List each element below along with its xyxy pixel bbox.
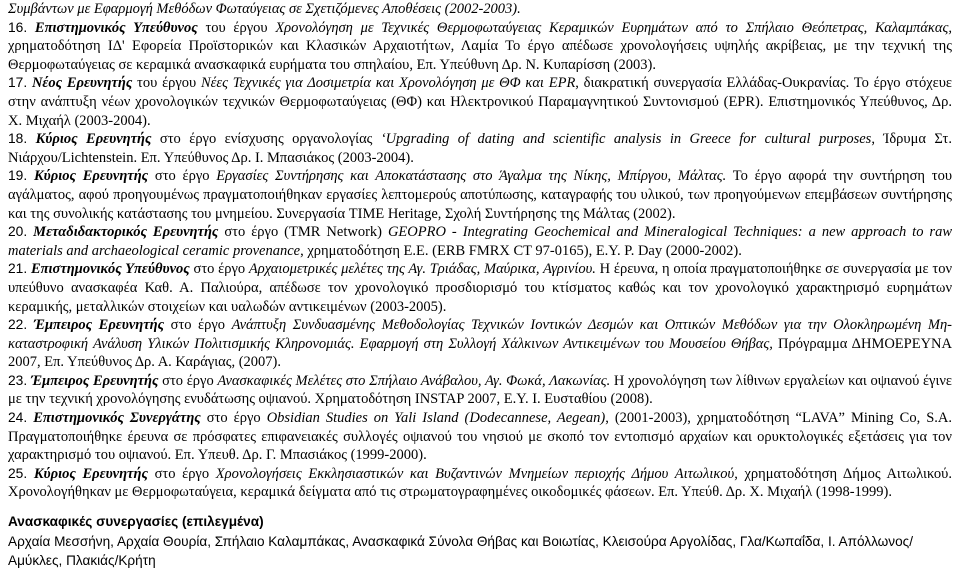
entry-rest: χρηματοδότηση ΙΔ' Εφορεία Προϊστορικών και Κλασικών Αρχαιοτήτων, Λαμία Το έργο απέδωσε χρονολογήσεις υψηλής ακρίβειας, με την τεχνική της Θερμοφωταύγειας σε κεραμικά ανασκαφικά ευρήματα του σπηλαίου, Επ. Υπεύθυνη Δρ. Ν. Κυπαρίσση (2003). [8, 38, 952, 73]
entry-title: Ανασκαφικές Μελέτες στο Σπήλαιο Ανάβαλου, Αγ. Φωκά, Λακωνίας. [217, 372, 611, 389]
entry-pre: στο έργο [164, 317, 232, 334]
entry-title: Εργασίες Συντήρησης και Αποκατάστασης στο Άγαλμα της Νίκης, Μπίργου, Μάλτας. [216, 168, 727, 185]
project-entry [8, 19, 952, 75]
entry-number: 19. [8, 168, 28, 184]
project-entry [8, 372, 952, 409]
entry-rest: Πρόγραμμα ΔΗΜΟΕΡΕΥΝΑ 2007, Επ. Υπεύθυνος Δρ. Α. Καράγιας, (2007). [8, 335, 953, 371]
entry-role: Επιστημονικός Υπεύθυνος [30, 261, 190, 278]
project-list [8, 19, 952, 502]
entry-number: 16. [8, 19, 28, 35]
entry-role: Νέος Ερευνητής [31, 75, 133, 92]
entry-number: 24. [8, 410, 28, 426]
project-entry [8, 409, 952, 465]
entry-pre: στο έργο ενίσχυσης οργανολογίας [151, 131, 381, 148]
entry-rest: , χρηματοδότηση Δήμος Αιτωλικού. Χρονολογήθηκαν με Θερμοφωταύγεια, κεραμικά δείγματα από τις στρωματογραφημένες οικοδομικές φάσεων. Επ. Υπεύθ. Δρ. Χ. Μιχαήλ (1998-1999). [8, 465, 952, 501]
entry-role: Κύριος Ερευνητής [33, 168, 149, 185]
entry-title: GEOPRO - Integrating Geochemical and Mineralogical Techniques: a new approach to raw materials and archaeological ceramic provenance [8, 224, 952, 259]
intro-line: Συμβάντων με Εφαρμογή Μεθόδων Φωταύγειας σε Σχετιζόμενες Αποθέσεις (2002-2003). [8, 1, 521, 17]
entry-role: Επιστημονικός Συνεργάτης [33, 410, 201, 427]
entry-role: Επιστημονικός Υπεύθυνος [34, 19, 198, 36]
project-entry [8, 316, 952, 372]
project-entry [8, 167, 952, 223]
entry-number: 17. [8, 75, 28, 91]
entry-title: Νέες Τεχνικές για Δοσιμετρία και Χρονολόγηση με ΘΦ και EPR [201, 75, 576, 92]
entry-number: 23. [8, 372, 28, 388]
entry-rest: Η έρευνα, η οποία πραγματοποιήθηκε σε συνεργασία με τον υπεύθυνο ανασκαφέα Καθ. Α. Παλιούρα, απέδωσε τον χρονολογικό προσδιορισμό του κτίσματος καθώς και τον χρονολογικό χαρακτηρισμό ευρημάτων κεραμικής, μεταλλικών στοιχείων και υαλωδών αντικειμένων (2003-2005). [8, 261, 952, 315]
entry-pre: στο έργο [189, 261, 249, 278]
entry-rest: , χρηματοδότηση Ε.Ε. (ERB FMRX CT 97-0165), Ε.Υ. Ρ. Day (2000-2002). [300, 242, 742, 259]
entry-pre: στο έργο [148, 168, 217, 185]
entry-number: 18. [8, 131, 28, 147]
entry-role: Κύριος Ερευνητής [35, 131, 152, 148]
project-entry [8, 465, 952, 502]
entry-number: 22. [8, 317, 28, 333]
entry-number: 21. [8, 261, 28, 277]
entry-title: Αρχαιομετρικές μελέτες της Αγ. Τριάδας, Μαύρικα, Αγρινίου. [248, 261, 596, 278]
entry-title: ‘Upgrading of dating and scientific analysis in Greece for cultural purposes [380, 131, 872, 148]
entry-role: Μεταδιδακτορικός Ερευνητής [33, 224, 219, 241]
entry-pre: στο έργο [158, 372, 218, 389]
entry-number: 25. [8, 465, 28, 481]
entry-pre: στο έργο [200, 410, 267, 427]
entry-title: Obsidian Studies on Yali Island (Dodecannese, Aegean) [266, 410, 606, 427]
entry-pre: του έργου [132, 75, 201, 92]
entry-title: Ανάπτυξη Συνδυασμένης Μεθοδολογίας Τεχνικών Ιοντικών Δεσμών και Οπτικών Μεθόδων για την Ολοκληρωμένη Μη-καταστροφική Ανάλυση Υλικών Πολιτισμικής Κληρονομιάς. Εφαρμογή στη Συλλογή Χάλκινων Αντικειμένων του Μουσείου Θήβας, [8, 317, 952, 352]
entry-role: Έμπειρος Ερευνητής [30, 372, 159, 389]
entry-role: Κύριος Ερευνητής [33, 465, 148, 482]
collab-heading: Ανασκαφικές συνεργασίες (επιλεγμένα) [8, 514, 264, 530]
entry-title: Χρονολογήσεις Εκκλησιαστικών και Βυζαντινών Μνημείων περιοχής Δήμου Αιτωλικού [215, 465, 735, 482]
entry-rest: Η χρονολόγηση των λίθινων εργαλείων και οψιανού έγινε με την τεχνική χρονολόγησης ενυδάτωσης οψιανού. Χρηματοδότηση INSTAP 2007, Ε.Υ. Ι. Ευσταθίου (2008). [8, 372, 952, 408]
project-entry [8, 130, 952, 167]
entry-number: 20. [8, 224, 28, 240]
entry-rest: Το έργο αφορά την συντήρηση του αγάλματος, αφού προηγουμένως πραγματοποιήθηκαν εργασίες λεπτομερούς αποτύπωσης, καταγραφής του υλικού, των προηγούμενων επεμβάσεων συντήρησης και της συνολικής κατάστασης του μνημείου. Συνεργασία TIME Heritage, Σχολή Συντήρησης της Μάλτας (2002). [8, 168, 953, 222]
entry-rest: , (2001-2003), χρηματοδότηση “LAVA” Mining Co, S.A. Πραγματοποιήθηκε έρευνα σε πρόσφατες επιφανειακές συλλογές οψιανού του νησιού με σκοπό τον εντοπισμό αρχαίων και ορυκτολογικές εξετάσεις για τον χαρακτηρισμό του οψιανού. Επ. Υπευθ. Δρ. Γ. Μπασιάκος (1999-2000). [8, 410, 952, 464]
entry-role: Έμπειρος Ερευνητής [33, 317, 165, 334]
collab-text: Αρχαία Μεσσήνη, Αρχαία Θουρία, Σπήλαιο Καλαμπάκας, Ανασκαφικά Σύνολα Θήβας και Βοιωτίας, Κλεισούρα Αργολίδας, Γλα/Κωπαΐδα, Ι. Απόλλωνος/Αμύκλες, Πλακιάς/Κρήτη [8, 534, 913, 568]
entry-rest: , διακρατική συνεργασία Ελλάδας-Ουκρανίας. Το έργο στόχευε στην ανάπτυξη νέων χρονολογικών τεχνικών Θερμοφωταύγειας (ΘΦ) και Ηλεκτρονικού Παραμαγνητικού Συντονισμού (EPR). Επιστημονικός Υπεύθυνος, Δρ. Χ. Μιχαήλ (2003-2004). [8, 75, 953, 129]
entry-pre: στο έργο [147, 465, 216, 482]
project-entry [8, 260, 952, 316]
project-entry [8, 74, 952, 130]
entry-rest: , Ίδρυμα Στ. Νιάρχου/Lichtenstein. Επ. Υπεύθυνος Δρ. Ι. Μπασιάκος (2003-2004). [8, 131, 953, 166]
entry-title: Χρονολόγηση με Τεχνικές Θερμοφωταύγειας Κεραμικών Ευρημάτων από το Σπήλαιο Θεόπετρας, Καλαμπάκας, [275, 19, 953, 36]
project-entry [8, 223, 952, 260]
entry-pre: του έργου [197, 19, 276, 36]
entry-pre: στο έργο (TMR Network) [218, 224, 388, 241]
